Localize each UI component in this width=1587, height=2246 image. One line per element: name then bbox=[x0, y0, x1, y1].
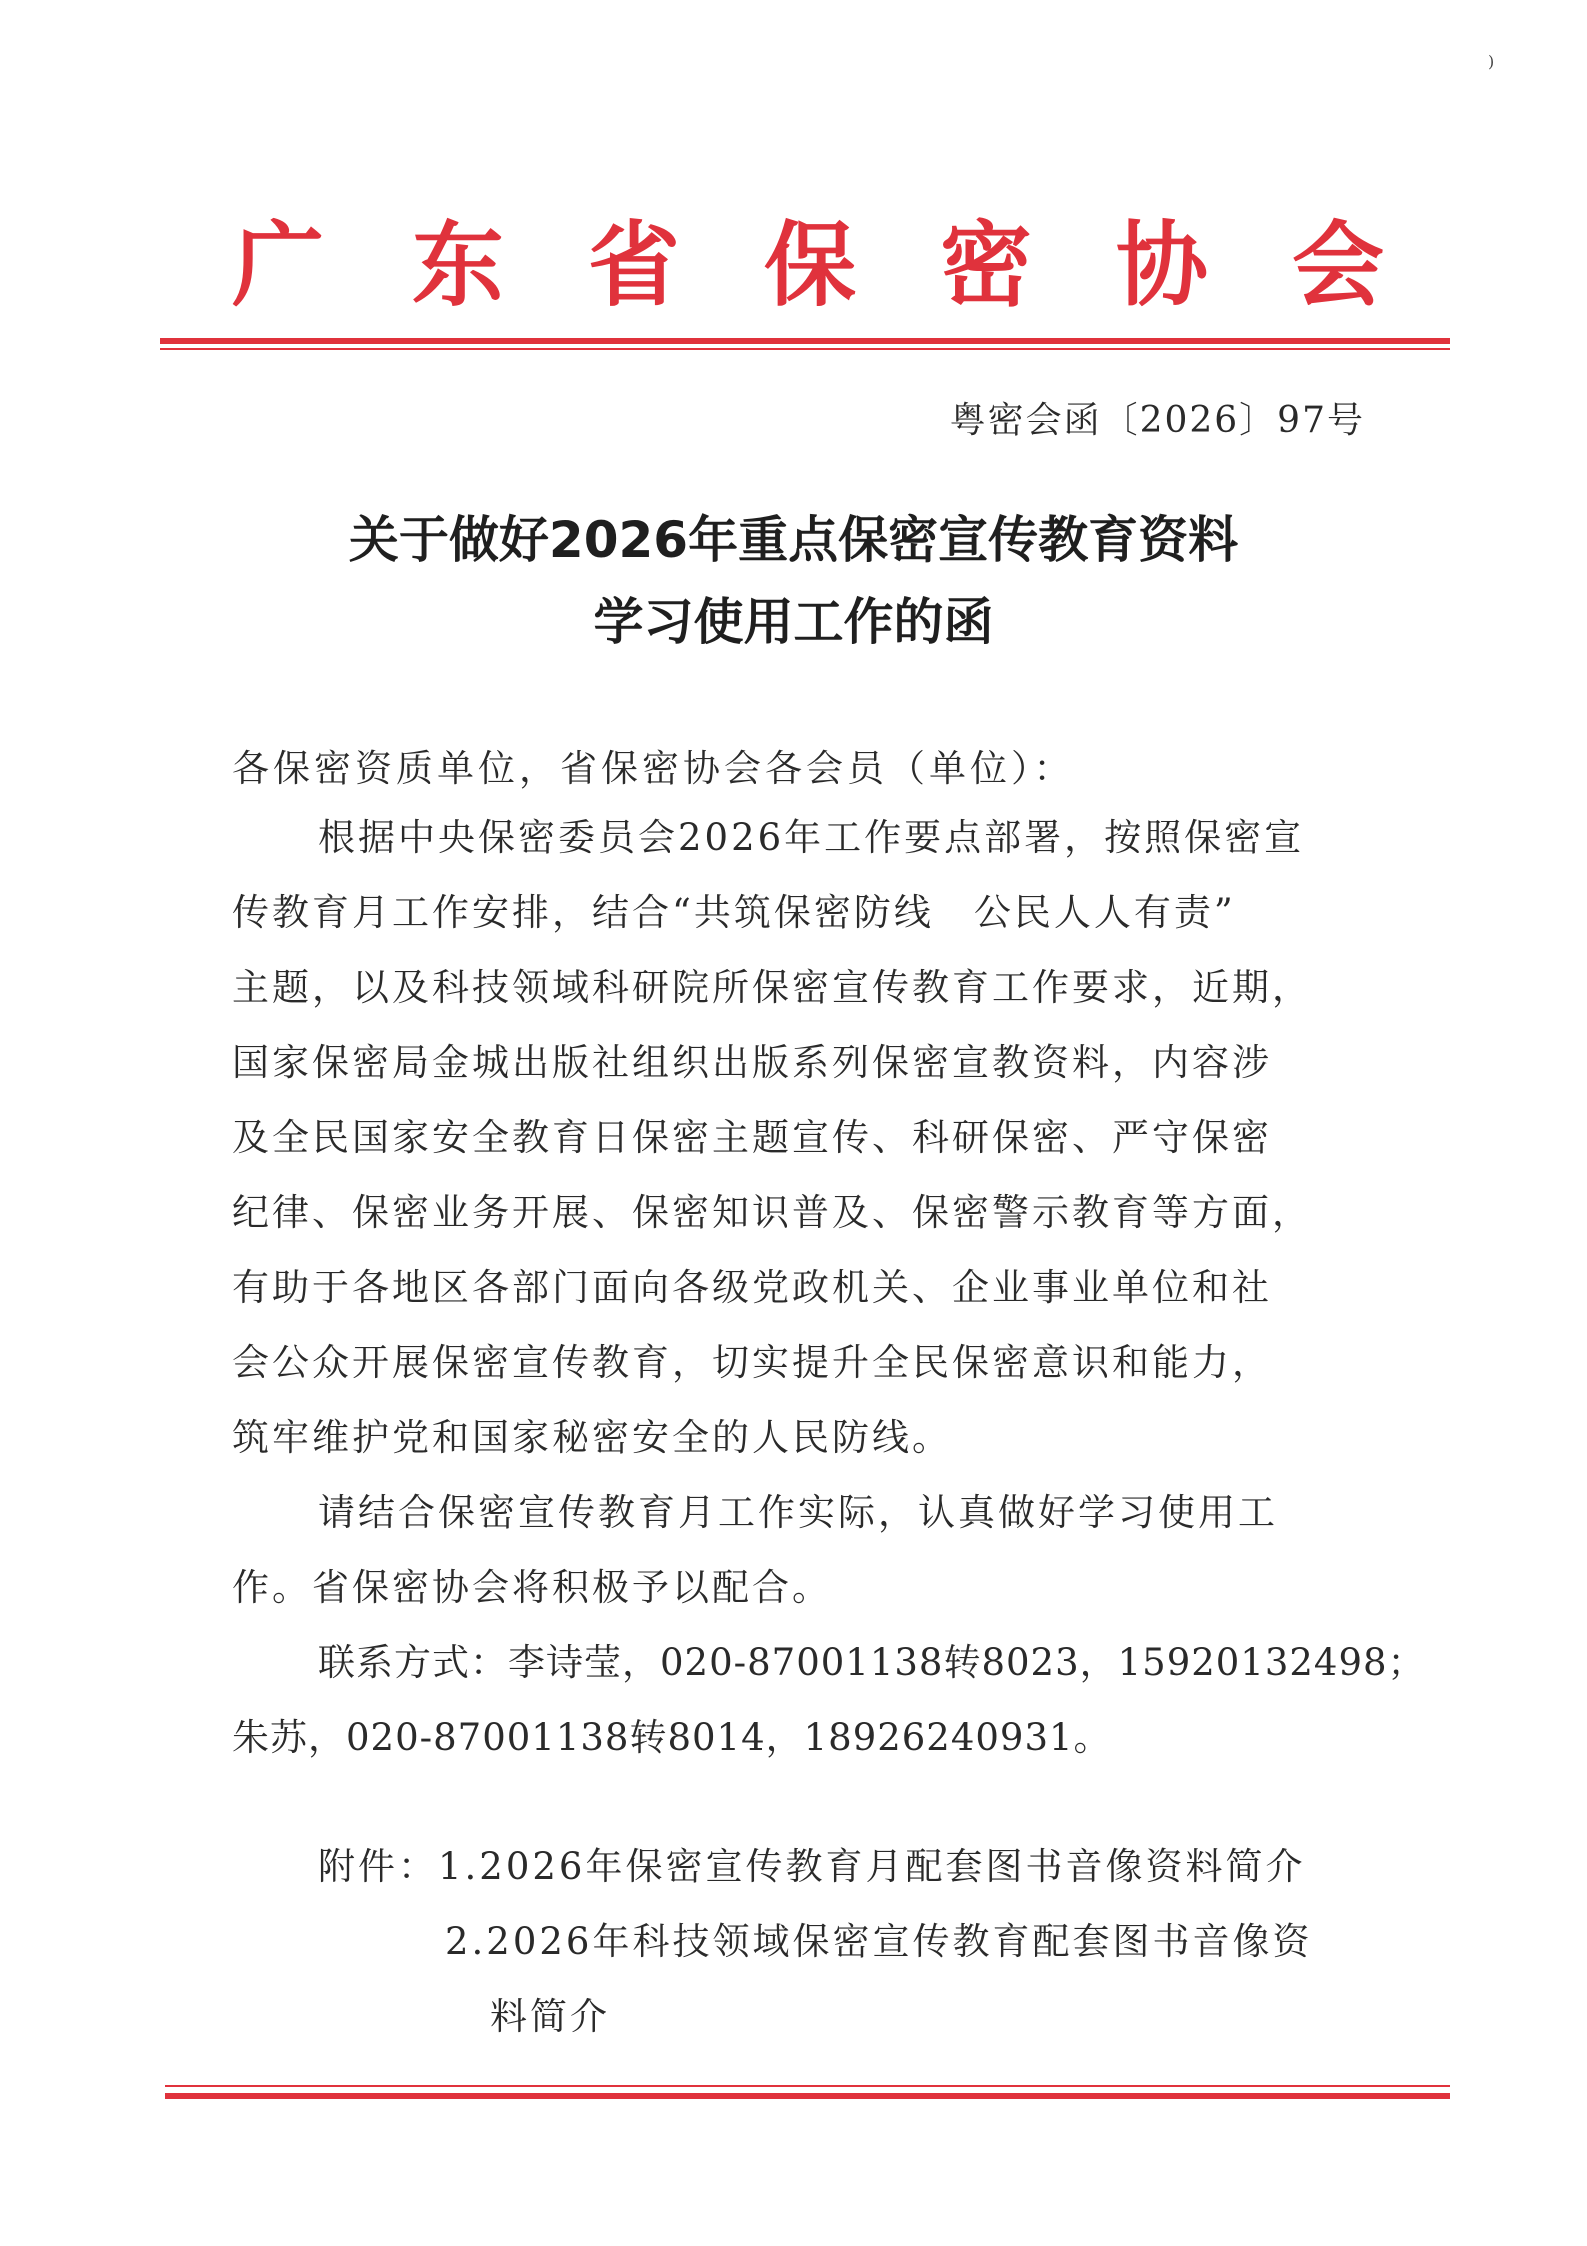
org-name-char: 密 bbox=[940, 211, 1033, 319]
document-number: 粤密会函〔2026〕97号 bbox=[949, 400, 1365, 441]
header-rule-thick bbox=[160, 338, 1450, 344]
org-name-char: 协 bbox=[1116, 211, 1209, 319]
body-line: 传教育月工作安排，结合“共筑保密防线 公民人人有责” bbox=[232, 891, 1236, 934]
document-title-line-1: 关于做好2026年重点保密宣传教育资料 bbox=[348, 511, 1239, 569]
body-line: 有助于各地区各部门面向各级党政机关、企业事业单位和社 bbox=[232, 1266, 1272, 1309]
attachment-line: 附件：1.2026年保密宣传教育月配套图书音像资料简介 bbox=[318, 1845, 1306, 1888]
contact-line: 联系方式：李诗莹，020-87001138转8023，15920132498； bbox=[318, 1641, 1426, 1684]
body-line: 纪律、保密业务开展、保密知识普及、保密警示教育等方面， bbox=[232, 1191, 1312, 1234]
body-line: 会公众开展保密宣传教育，切实提升全民保密意识和能力， bbox=[232, 1341, 1272, 1384]
org-name-char: 保 bbox=[764, 211, 857, 319]
body-line: 筑牢维护党和国家秘密安全的人民防线。 bbox=[232, 1416, 952, 1459]
org-letterhead bbox=[160, 205, 1440, 325]
footer-rule-thick bbox=[165, 2093, 1450, 2099]
salutation: 各保密资质单位，省保密协会各会员（单位）： bbox=[232, 747, 1075, 790]
body-line: 及全民国家安全教育日保密主题宣传、科研保密、严守保密 bbox=[232, 1116, 1272, 1159]
attachment-line: 2.2026年科技领域保密宣传教育配套图书音像资 bbox=[445, 1920, 1313, 1963]
body-line: 作。省保密协会将积极予以配合。 bbox=[232, 1566, 832, 1609]
document-title-line-2: 学习使用工作的函 bbox=[593, 593, 994, 651]
org-name-char: 省 bbox=[588, 211, 681, 319]
attachment-line: 料简介 bbox=[490, 1995, 610, 2038]
contact-line: 朱苏，020-87001138转8014，18926240931。 bbox=[232, 1716, 1112, 1759]
body-line: 主题，以及科技领域科研院所保密宣传教育工作要求，近期， bbox=[232, 966, 1312, 1009]
body-line: 请结合保密宣传教育月工作实际，认真做好学习使用工 bbox=[318, 1491, 1278, 1534]
body-line: 国家保密局金城出版社组织出版系列保密宣教资料，内容涉 bbox=[232, 1041, 1272, 1084]
body-line: 根据中央保密委员会2026年工作要点部署，按照保密宣 bbox=[318, 816, 1305, 859]
footer-rule-thin bbox=[165, 2085, 1450, 2087]
org-name-char: 广 bbox=[232, 211, 325, 319]
scan-mark: ) bbox=[1488, 52, 1495, 71]
org-name-char: 会 bbox=[1292, 211, 1385, 319]
header-rule-thin bbox=[160, 348, 1450, 350]
org-name-char: 东 bbox=[412, 211, 505, 319]
